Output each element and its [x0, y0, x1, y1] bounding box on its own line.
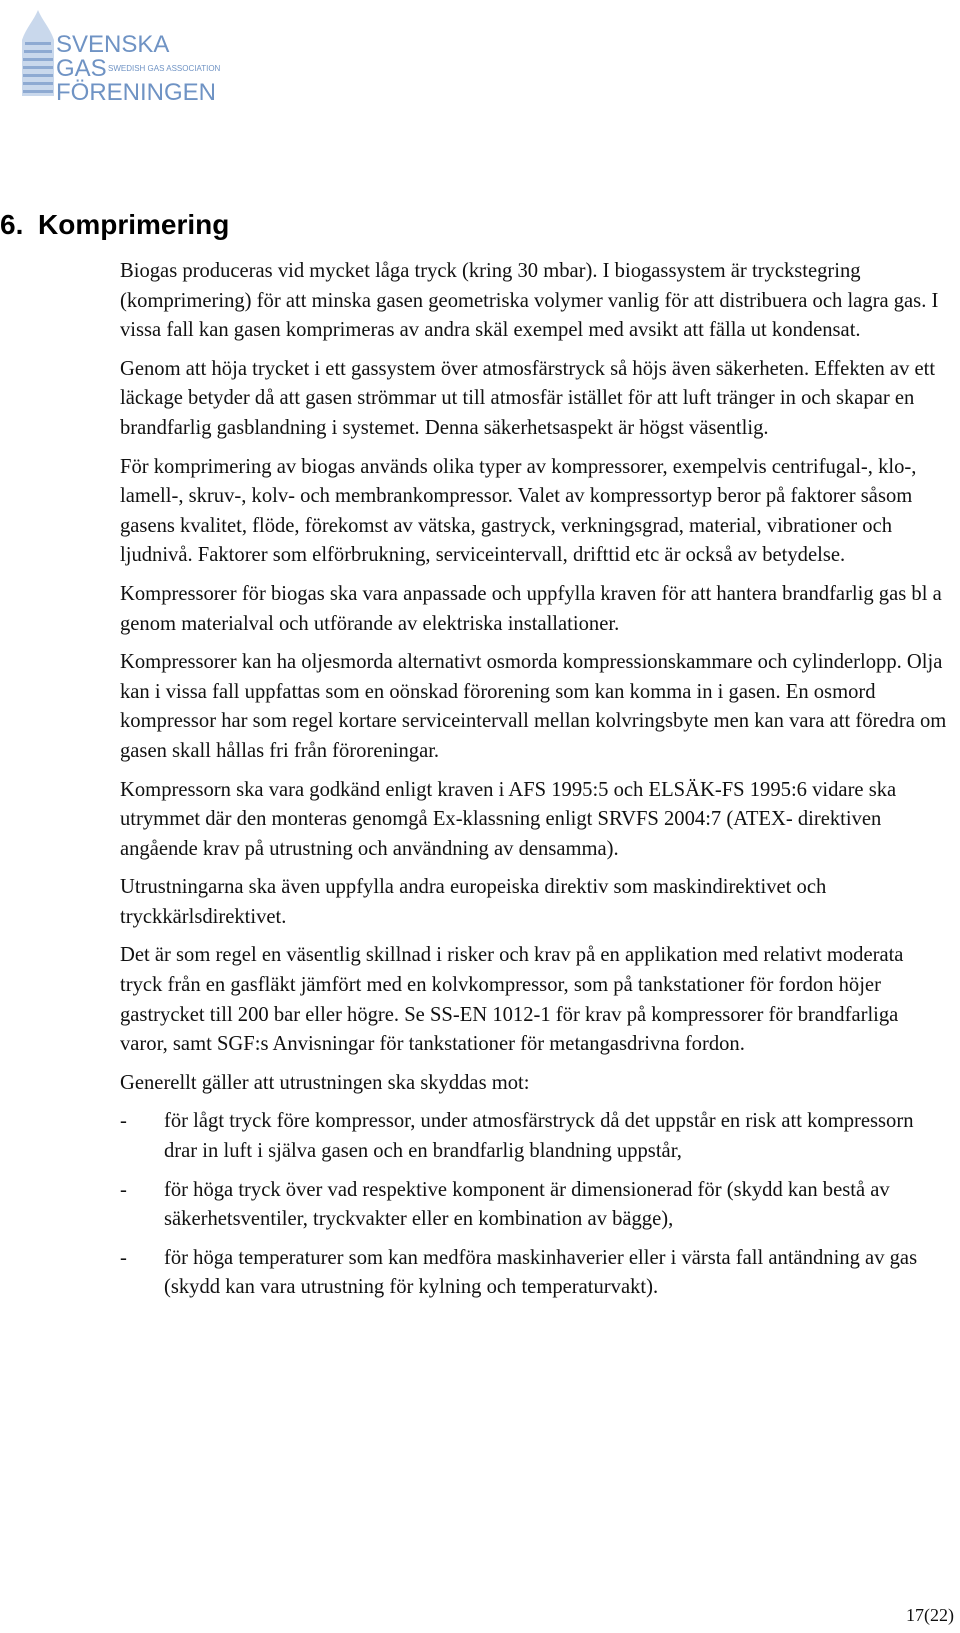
paragraph: Genom att höja trycket i ett gassystem över atmosfärstryck så höjs även säkerheten. Effekten av ett läckage betyder då att gasen strömmar ut till atmosfär istället för att luft tränger in och skapar en brandfarlig gasblandning i systemet. Denna säkerhetsaspekt är högst väsentlig.: [120, 357, 936, 439]
list-item-text: för lågt tryck före kompressor, under atmosfärstryck då det uppstår en risk att kompressorn drar in luft i själva gasen och en brandfarlig blandning uppstår,: [164, 1110, 914, 1163]
logo-graphic: [4, 4, 226, 124]
protection-list: [120, 1107, 950, 1303]
paragraph: Utrustningarna ska även uppfylla andra europeiska direktiv som maskindirektivet och tryckkärlsdirektivet.: [120, 876, 827, 928]
list-item-text: för höga tryck över vad respektive komponent är dimensionerad för (skydd kan bestå av säkerhetsventiler, tryckvakter eller en kombination av bägge),: [164, 1178, 890, 1231]
paragraph: Kompressorer för biogas ska vara anpassade och uppfylla kraven för att hantera brandfarlig gas bl a genom materialval och utförande av elektriska installationer.: [120, 582, 942, 635]
list-item: [120, 1176, 950, 1235]
list-item: [120, 1107, 950, 1166]
svenska-gasforeningen-logo: [4, 4, 226, 124]
list-bullet: -: [120, 1246, 127, 1269]
page-number: 17(22): [906, 1605, 954, 1625]
list-item-text: för höga temperaturer som kan medföra maskinhaverier eller i värsta fall antändning av gas (skydd kan vara utrustning för kylning och temperaturvakt).: [164, 1246, 918, 1299]
section-title: Komprimering: [38, 209, 230, 240]
paragraph: Generellt gäller att utrustningen ska skyddas mot:: [120, 1071, 530, 1094]
list-bullet: -: [120, 1110, 127, 1133]
paragraph: För komprimering av biogas används olika typer av kompressorer, exempelvis centrifugal-, klo-, lamell-, skruv-, kolv- och membrankompressor. Valet av kompressortyp beror på faktorer såsom gasens kvalitet, flöde, förekomst av vätska, gastryck, verkningsgrad, material, vibrationer och ljudnivå. Faktorer som elförbrukning, serviceintervall, drifttid etc är också av betydelse.: [120, 455, 917, 567]
logo-text-line1: SVENSKA: [56, 31, 170, 58]
list-bullet: -: [120, 1178, 127, 1201]
paragraph: Det är som regel en väsentlig skillnad i risker och krav på en applikation med relativt moderata tryck från en gasfläkt jämfört med en kolvkompressor, som på tankstationer för fordon höjer gastrycket till 200 bar eller högre. Se SS-EN 1012-1 för krav på kompressorer för brandfarliga varor, samt SGF:s Anvisningar för tankstationer för metangasdrivna fordon.: [120, 944, 904, 1056]
body-text: [120, 257, 950, 1312]
logo-text-line2: GAS: [56, 55, 107, 82]
paragraph: Biogas produceras vid mycket låga tryck (kring 30 mbar). I biogassystem är tryckstegring (komprimering) för att minska gasen geometriska volymer vanlig för att distribuera och lagra gas. I vissa fall kan gasen komprimeras av andra skäl exempel med avsikt att fälla ut kondensat.: [120, 260, 939, 342]
logo-text-subtitle: SWEDISH GAS ASSOCIATION: [108, 64, 221, 73]
logo-text-line3: FÖRENINGEN: [56, 79, 217, 106]
paragraph: Kompressorer kan ha oljesmorda alternativt osmorda kompressionskammare och cylinderlopp. Olja kan i vissa fall uppfattas som en oönskad förorening som kan komma in i gasen. En osmord kompressor har som regel kortare serviceintervall mellan kolvringsbyte men kan vara att föredra om gasen skall hållas fri från föroreningar.: [120, 651, 947, 762]
logo-flame-icon: [22, 10, 54, 96]
section-number: 6.: [0, 209, 24, 240]
paragraph: Kompressorn ska vara godkänd enligt kraven i AFS 1995:5 och ELSÄK-FS 1995:6 vidare ska utrymmet där den monteras genomgå Ex-klassning enligt SRVFS 2004:7 (ATEX- direktiven angående krav på utrustning och användning av densamma).: [120, 778, 897, 860]
list-item: [120, 1244, 950, 1303]
section-heading: [0, 207, 229, 243]
